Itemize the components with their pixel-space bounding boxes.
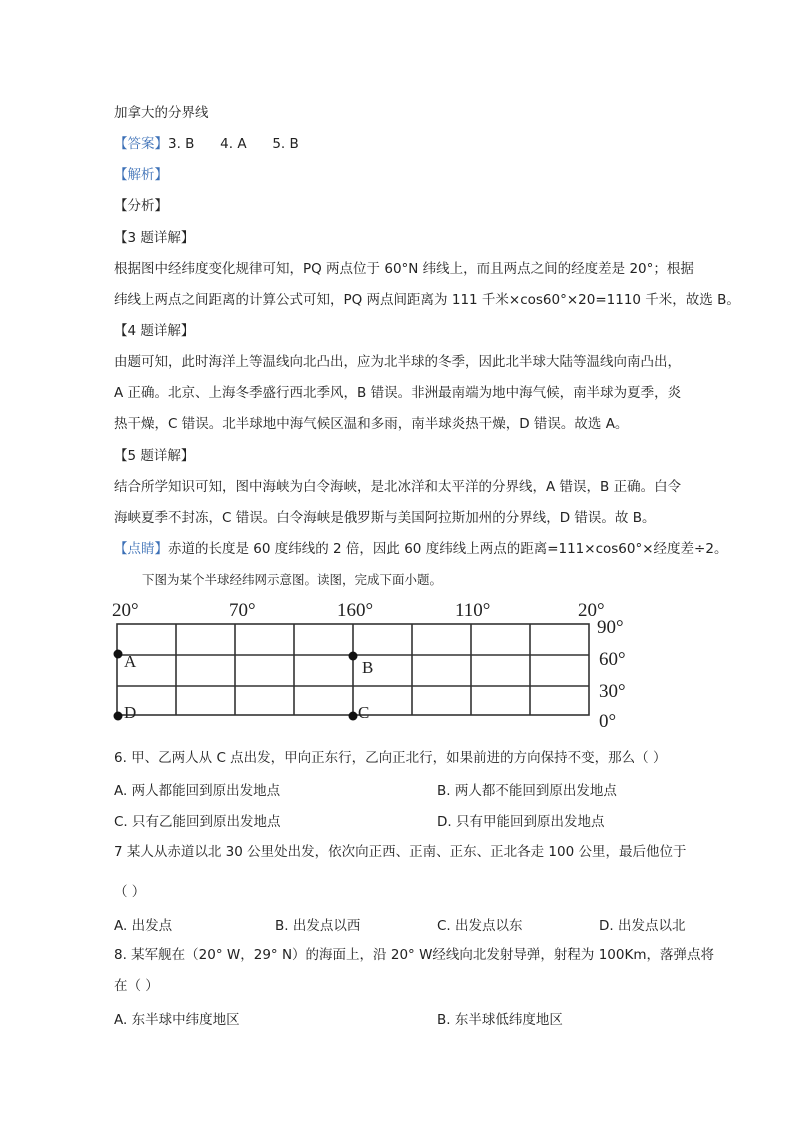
point-b-label: B	[362, 658, 374, 677]
dianjing-line	[114, 539, 727, 559]
q7-option-a[interactable]: A. 出发点	[114, 918, 173, 934]
q6-option-b[interactable]: B. 两人都不能回到原出发地点	[437, 783, 617, 799]
q8-option-b[interactable]: B. 东半球低纬度地区	[437, 1012, 563, 1028]
lon-label: 110°	[455, 600, 491, 621]
lon-label: 160°	[337, 600, 374, 621]
q4-heading: 【4 题详解】	[114, 323, 195, 339]
question-8-cont: 在（ ）	[114, 978, 159, 994]
question-8: 8. 某军舰在（20° W，29° N）的海面上，沿 20° W经线向北发射导弹，射程为 100Km，落弹点将	[114, 947, 714, 963]
lat-label: 30°	[599, 681, 626, 702]
analysis-tag: 【解析】	[114, 167, 168, 183]
point-d-label: D	[124, 703, 137, 722]
point-b-dot	[349, 652, 358, 661]
lat-label: 60°	[599, 649, 626, 670]
text-line: 根据图中经纬度变化规律可知，PQ 两点位于 60°N 纬线上，而且两点之间的经度差是 20°；根据	[114, 261, 694, 277]
answer-tag: 【答案】	[114, 136, 168, 152]
q5-heading: 【5 题详解】	[114, 448, 195, 464]
text-line: 结合所学知识可知，图中海峡为白令海峡，是北冰洋和太平洋的分界线，A 错误，B 正确。白令	[114, 479, 682, 495]
q7-option-d[interactable]: D. 出发点以北	[599, 918, 686, 934]
text-line: 纬线上两点之间距离的计算公式可知，PQ 两点间距离为 111 千米×cos60°×20=1110 千米，故选 B。	[114, 292, 740, 308]
text-line: 海峡夏季不封冻，C 错误。白令海峡是俄罗斯与美国阿拉斯加州的分界线，D 错误。故 B。	[114, 510, 656, 526]
question-7: 7 某人从赤道以北 30 公里处出发，依次向正西、正南、正东、正北各走 100 公里，最后他位于	[114, 844, 687, 860]
lat-label: 0°	[599, 711, 617, 732]
lat-label: 90°	[597, 617, 624, 638]
q6-option-d[interactable]: D. 只有甲能回到原出发地点	[437, 814, 605, 830]
graticule-diagram	[110, 615, 600, 725]
question-6: 6. 甲、乙两人从 C 点出发，甲向正东行，乙向正北行，如果前进的方向保持不变，那么（ ）	[114, 750, 667, 766]
question-7-paren: （ ）	[114, 884, 146, 900]
text-line: 加拿大的分界线	[114, 105, 209, 121]
q7-option-b[interactable]: B. 出发点以西	[275, 918, 361, 934]
q3-heading: 【3 题详解】	[114, 230, 195, 246]
text-line: 热干燥，C 错误。北半球地中海气候区温和多雨，南半球炎热干燥，D 错误。故选 A。	[114, 416, 629, 432]
lon-label: 20°	[112, 600, 139, 621]
point-a-dot	[114, 650, 123, 659]
text-line: A 正确。北京、上海冬季盛行西北季风，B 错误。非洲最南端为地中海气候，南半球为夏季，炎	[114, 385, 682, 401]
point-a-label: A	[124, 652, 137, 671]
dianjing-tag: 【点睛】	[114, 541, 168, 557]
q8-option-a[interactable]: A. 东半球中纬度地区	[114, 1012, 240, 1028]
point-d-dot	[114, 712, 123, 721]
dianjing-text: 赤道的长度是 60 度纬线的 2 倍，因此 60 度纬线上两点的距离=111×cos60°×经度差÷2。	[168, 541, 728, 557]
q6-option-a[interactable]: A. 两人都能回到原出发地点	[114, 783, 281, 799]
lon-label: 20°	[578, 600, 605, 621]
q6-option-c[interactable]: C. 只有乙能回到原出发地点	[114, 814, 281, 830]
figure-caption: 下图为某个半球经纬网示意图。读图，完成下面小题。	[142, 572, 443, 587]
point-c-label: C	[358, 703, 370, 722]
fenxi-tag: 【分析】	[114, 198, 168, 214]
lon-label: 70°	[229, 600, 256, 621]
answer-values: 3. B 4. A 5. B	[168, 136, 299, 152]
text-line: 由题可知，此时海洋上等温线向北凸出，应为北半球的冬季，因此北半球大陆等温线向南凸出，	[114, 354, 681, 370]
answer-line	[114, 134, 299, 154]
q7-option-c[interactable]: C. 出发点以东	[437, 918, 523, 934]
point-c-dot	[349, 712, 358, 721]
